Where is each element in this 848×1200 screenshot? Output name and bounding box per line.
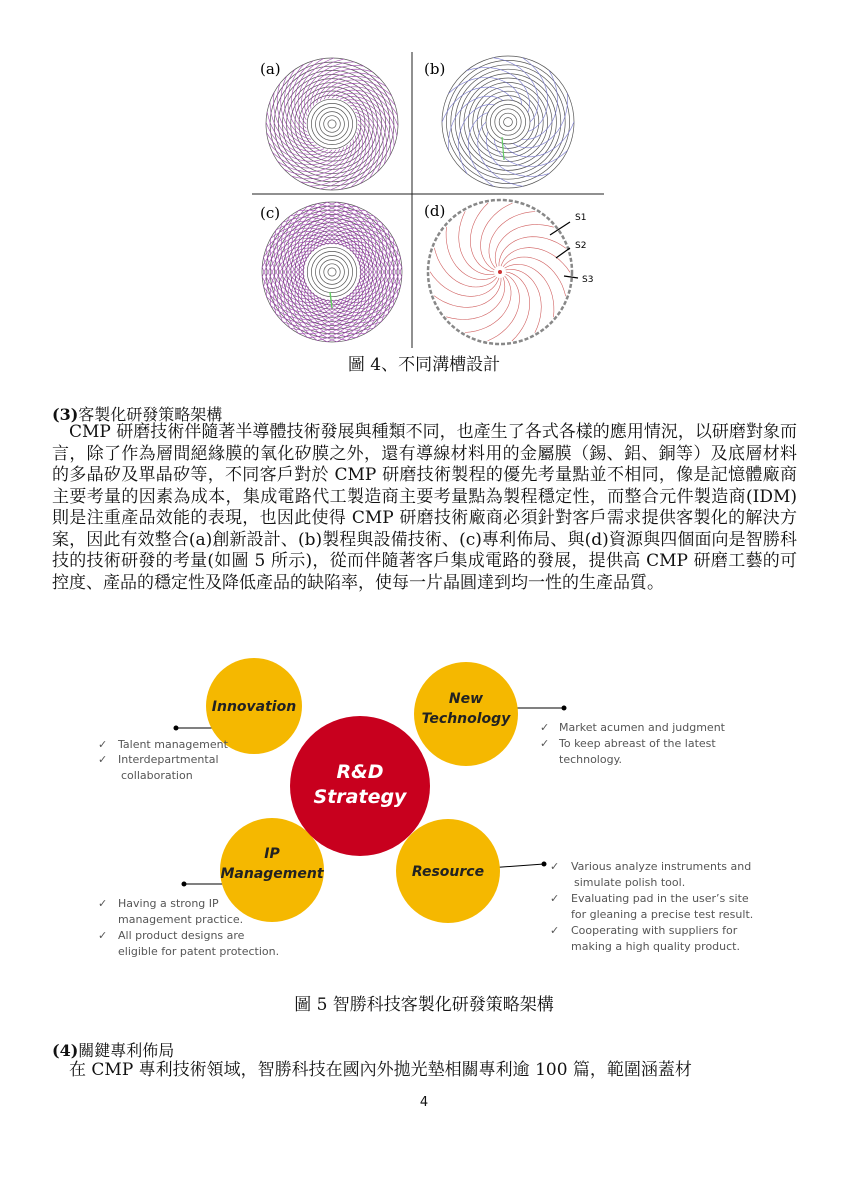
callout-s3: S3	[582, 275, 594, 285]
panel-b-label: (b)	[424, 60, 446, 78]
innovation-bullets	[98, 738, 229, 782]
innovation-bullet-1: Talent management	[118, 738, 228, 751]
groove-ring	[495, 109, 521, 135]
panel-b-spiral-grooves	[442, 56, 574, 188]
ip-connector-dot	[182, 882, 187, 887]
new-technology-bullet-3: technology.	[559, 753, 623, 766]
resource-title: Resource	[411, 864, 485, 880]
groove-ring	[299, 91, 365, 157]
new-technology-bullet-2: To keep abreast of the latest	[559, 737, 716, 750]
ip-management-line2: Management	[220, 866, 324, 882]
groove-ring	[295, 235, 369, 309]
groove-ring	[262, 202, 402, 342]
groove-ring	[490, 104, 525, 139]
page-number: 4	[419, 1095, 429, 1110]
check-mark: ✓	[98, 753, 108, 766]
groove-arc	[522, 58, 547, 132]
rd-strategy-diagram	[88, 650, 778, 970]
pad-center	[498, 270, 502, 274]
groove-ring	[307, 247, 356, 296]
resource-bullets	[550, 860, 753, 953]
groove-ring	[446, 60, 569, 183]
groove-ring	[328, 120, 336, 128]
groove-ring	[311, 251, 352, 292]
groove-arc	[522, 70, 558, 139]
groove-ring	[486, 100, 530, 144]
groove-ring	[274, 214, 389, 329]
innovation-title: Innovation	[211, 699, 297, 715]
section-4-title: 關鍵專利佈局	[78, 1041, 175, 1060]
groove-arc	[503, 257, 566, 296]
figure-4-groove-designs	[252, 52, 604, 348]
s2-arrow	[556, 248, 570, 258]
groove-designs-diagram	[252, 52, 604, 348]
check-mark: ✓	[540, 721, 550, 734]
center-line1: R&D	[336, 761, 384, 783]
groove-ring	[451, 65, 565, 179]
groove-ring	[442, 56, 574, 188]
new-technology-bullet-1: Market acumen and judgment	[559, 721, 725, 734]
groove-ring	[499, 113, 517, 131]
new-technology-bullets	[540, 721, 726, 766]
section-4-paragraph: 在 CMP 專利技術領域，智勝科技在國內外拋光墊相關專利逾 100 篇，範圍涵蓋材	[69, 1060, 692, 1080]
groove-arc	[470, 203, 494, 272]
groove-arc	[434, 248, 497, 287]
section-4-heading	[52, 1038, 174, 1061]
figure-4-caption: 圖 4、不同溝槽設計	[347, 355, 501, 375]
section-3-title: 客製化研發策略架構	[78, 405, 223, 424]
groove-arc	[499, 237, 566, 266]
groove-arc	[468, 113, 493, 187]
groove-ring	[283, 75, 382, 174]
resource-connector-dot	[542, 862, 547, 867]
groove-arc	[481, 203, 513, 270]
ip-bullet-3: All product designs are	[118, 929, 245, 942]
panel-a-concentric-grooves	[266, 58, 398, 190]
ip-bullet-1: Having a strong IP	[118, 897, 219, 910]
groove-ring	[270, 210, 394, 334]
groove-ring	[299, 239, 365, 305]
panel-c-cross-grooves	[262, 202, 402, 342]
new-technology-connector-dot	[562, 706, 567, 711]
panel-a-label: (a)	[260, 60, 281, 78]
callout-s1: S1	[575, 213, 587, 223]
callout-s2: S2	[575, 241, 587, 251]
check-mark: ✓	[550, 892, 560, 905]
check-mark: ✓	[98, 929, 108, 942]
groove-ring	[303, 243, 361, 301]
groove-ring	[460, 74, 557, 171]
groove-arc	[459, 105, 495, 174]
new-technology-line1: New	[448, 691, 484, 707]
innovation-bullet-3: collaboration	[121, 769, 193, 782]
ip-management-line1: IP	[264, 846, 280, 862]
resource-bullet-6: making a high quality product.	[571, 940, 740, 953]
section-4-number: (4)	[52, 1041, 79, 1060]
groove-ring	[311, 103, 352, 144]
panel-c-label: (c)	[260, 204, 281, 222]
groove-ring	[287, 79, 378, 170]
groove-ring	[307, 99, 357, 149]
groove-ring	[320, 112, 345, 137]
check-mark: ✓	[540, 737, 550, 750]
innovation-connector-dot	[174, 726, 179, 731]
groove-ring	[316, 256, 349, 289]
panel-d-label: (d)	[424, 202, 446, 220]
ip-bullet-4: eligible for patent protection.	[118, 945, 280, 958]
resource-bullet-2: simulate polish tool.	[574, 876, 686, 889]
resource-bullet-4: for gleaning a precise test result.	[571, 908, 754, 921]
section-3-number: (3)	[52, 405, 79, 424]
groove-ring	[303, 95, 361, 153]
groove-ring	[473, 87, 543, 157]
groove-ring	[482, 96, 535, 149]
new-technology-line2: Technology	[421, 711, 511, 727]
resource-bullet-3: Evaluating pad in the user’s site	[571, 892, 749, 905]
groove-ring	[324, 264, 340, 280]
groove-ring	[504, 118, 513, 127]
panel-d-radial-curved-grooves	[428, 200, 572, 344]
section-3-paragraph: CMP 研磨技術伴隨著半導體技術發展與種類不同，也產生了各式各樣的應用情況，以研磨對象而言，除了作為層間絕緣膜的氧化矽膜之外，還有導線材料用的金屬膜（錫、鋁、銅等）及底層材料的多晶矽及單晶矽等，不同客戶對於 CMP 研磨技術製程的優先考量點並不相同，像是記憶體廠商主要考量的因素為成本，集成電路代工製造商主要考量點為製程穩定性，而整合元件製造商(IDM)則是注重產品效能的表現，也因此使得 CMP 研磨技術廠商必須針對客戶需求提供客製化的解決方案，因此有效整合(a)創新設計、(b)製程與設備技術、(c)專利佈局、與(d)資源與四個面向是智勝科技的技術研發的考量(如圖 5 所示)，從而伴隨著客戶集成電路的發展，提供高 CMP 研磨工藝的可控度、產品的穩定性及降低產品的缺陷率，使每一片晶圓達到均一性的生產品質。	[52, 422, 797, 593]
resource-bullet-5: Cooperating with suppliers for	[571, 924, 738, 937]
check-mark: ✓	[98, 738, 108, 751]
groove-ring	[266, 206, 398, 338]
groove-arc	[434, 278, 501, 307]
check-mark: ✓	[98, 897, 108, 910]
groove-ring	[316, 108, 349, 141]
groove-arc	[506, 272, 530, 341]
groove-ring	[324, 116, 341, 133]
ip-bullet-2: management practice.	[118, 913, 244, 926]
groove-ring	[320, 260, 345, 285]
groove-arc	[488, 274, 520, 341]
check-mark: ✓	[550, 860, 560, 873]
figure-5-caption: 圖 5 智勝科技客製化研發策略架構	[294, 995, 554, 1015]
check-mark: ✓	[550, 924, 560, 937]
innovation-bullet-2: Interdepartmental	[118, 753, 219, 766]
figure-5-rd-strategy	[88, 650, 778, 970]
groove-ring	[328, 268, 336, 276]
center-line2: Strategy	[313, 786, 407, 808]
groove-ring	[295, 87, 369, 161]
resource-bullet-1: Various analyze instruments and	[571, 860, 752, 873]
s3-arrow	[564, 276, 578, 278]
